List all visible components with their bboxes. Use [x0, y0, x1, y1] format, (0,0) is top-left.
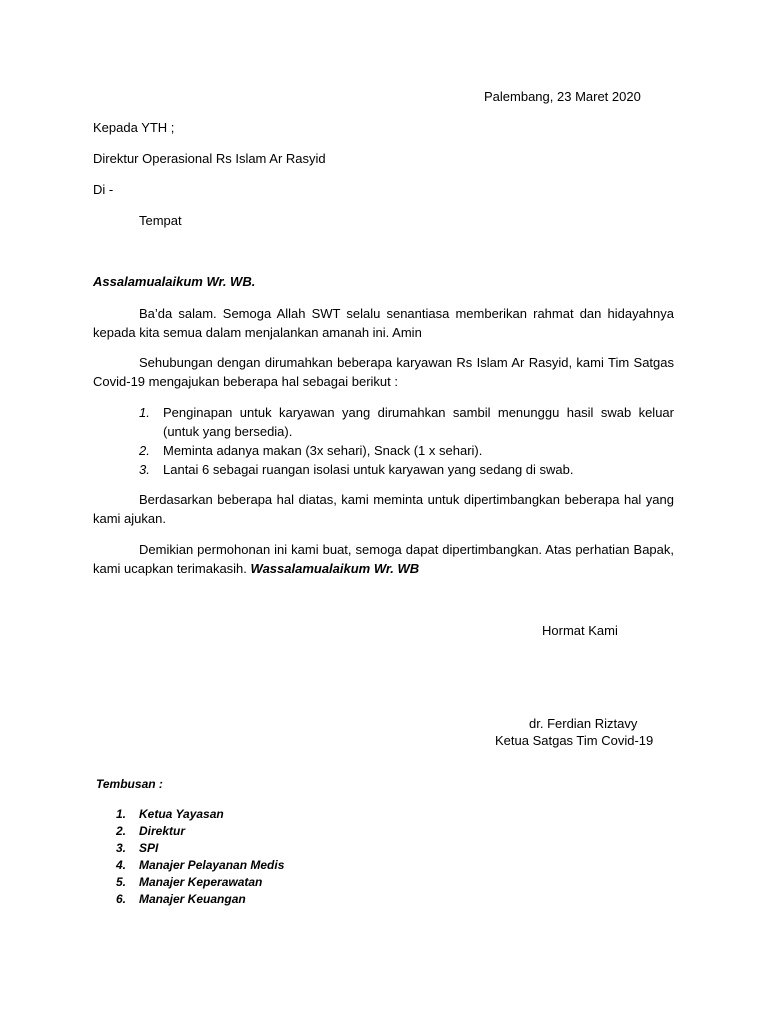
list-item-text: Ketua Yayasan	[139, 807, 224, 821]
list-item-number: 3.	[116, 841, 127, 855]
list-item-number: 3.	[139, 462, 150, 477]
salutation: Assalamualaikum Wr. WB.	[93, 274, 256, 289]
recipient-greeting: Kepada YTH ;	[93, 120, 175, 135]
paragraph-closing-text: Demikian permohonan ini kami buat, semoga dapat dipertimbangkan. Atas perhatian Bapak, kami ucapkan terimakasih.	[93, 542, 674, 576]
recipient-name: Direktur Operasional Rs Islam Ar Rasyid	[93, 151, 326, 166]
list-item	[100, 823, 284, 840]
list-item-text: Direktur	[139, 824, 186, 838]
list-item-text: Manajer Keuangan	[139, 892, 246, 906]
list-item	[93, 460, 674, 479]
list-item-text: Meminta adanya makan (3x sehari), Snack (1 x sehari).	[163, 443, 483, 458]
cc-list	[100, 806, 284, 908]
list-item-number: 2.	[139, 443, 150, 458]
paragraph-context-text: Sehubungan dengan dirumahkan beberapa karyawan Rs Islam Ar Rasyid, kami Tim Satgas Covid-19 mengajukan beberapa hal sebagai berikut :	[93, 355, 674, 389]
cc-label: Tembusan :	[96, 777, 163, 791]
recipient-place: Tempat	[139, 213, 182, 228]
paragraph-request-text: Berdasarkan beberapa hal diatas, kami meminta untuk dipertimbangkan beberapa hal yang kami ajukan.	[93, 492, 674, 526]
list-item-text: Manajer Pelayanan Medis	[139, 858, 285, 872]
list-item-number: 1.	[139, 405, 150, 420]
list-item-number: 4.	[116, 858, 127, 872]
list-item	[100, 874, 284, 891]
list-item-number: 1.	[116, 807, 127, 821]
place-date: Palembang, 23 Maret 2020	[484, 89, 641, 104]
list-item-number: 5.	[116, 875, 127, 889]
paragraph-opening	[93, 304, 674, 342]
list-item	[93, 441, 674, 460]
paragraph-closing	[93, 540, 674, 578]
request-list	[93, 403, 674, 479]
paragraph-request	[93, 490, 674, 528]
list-item-text: SPI	[139, 841, 159, 855]
paragraph-context	[93, 353, 674, 391]
signatory-name: dr. Ferdian Riztavy	[529, 716, 638, 731]
recipient-di: Di -	[93, 182, 114, 197]
list-item	[100, 806, 284, 823]
closing-phrase: Hormat Kami	[542, 623, 618, 638]
list-item-number: 6.	[116, 892, 127, 906]
list-item	[100, 891, 284, 908]
signatory-title: Ketua Satgas Tim Covid-19	[495, 733, 654, 748]
list-item-number: 2.	[116, 824, 127, 838]
closing-salutation: Wassalamualaikum Wr. WB	[250, 561, 420, 576]
paragraph-opening-text: Ba’da salam. Semoga Allah SWT selalu senantiasa memberikan rahmat dan hidayahnya kepada kita semua dalam menjalankan amanah ini. Amin	[93, 306, 674, 340]
list-item-text: Manajer Keperawatan	[139, 875, 263, 889]
list-item-text: Lantai 6 sebagai ruangan isolasi untuk karyawan yang sedang di swab.	[163, 462, 574, 477]
list-item	[93, 403, 674, 441]
list-item	[100, 857, 284, 874]
list-item-text: Penginapan untuk karyawan yang dirumahkan sambil menunggu hasil swab keluar (untuk yang bersedia).	[163, 405, 674, 439]
list-item	[100, 840, 284, 857]
